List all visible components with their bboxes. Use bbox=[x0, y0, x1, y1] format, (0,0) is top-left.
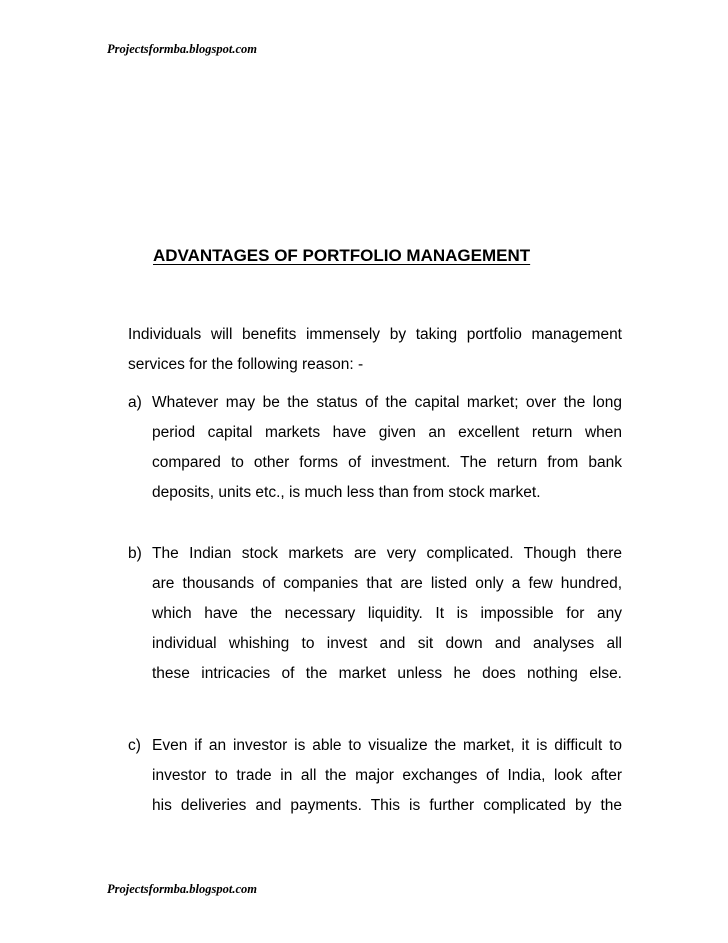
intro-paragraph bbox=[128, 320, 622, 380]
list-item-line: these intricacies of the market unless he does nothing else. bbox=[152, 665, 622, 682]
page-header-site: Projectsformba.blogspot.com bbox=[107, 42, 257, 56]
intro-line: Individuals will benefits immensely by taking portfolio management bbox=[128, 326, 622, 343]
list-item-line: individual whishing to invest and sit down and analyses all bbox=[152, 635, 622, 652]
intro-line: services for the following reason: - bbox=[128, 356, 364, 373]
list-item-line: investor to trade in all the major exchanges of India, look after bbox=[152, 767, 622, 784]
list-item-line: period capital markets have given an excellent return when bbox=[152, 424, 622, 441]
list-marker: c) bbox=[128, 737, 141, 754]
list-item-line: The Indian stock markets are very complicated. Though there bbox=[152, 545, 622, 562]
list-marker: b) bbox=[128, 545, 142, 562]
list-item-line: his deliveries and payments. This is further complicated by the bbox=[152, 797, 622, 814]
page-footer-site: Projectsformba.blogspot.com bbox=[107, 882, 257, 896]
list-marker: a) bbox=[128, 394, 142, 411]
list-item-line: compared to other forms of investment. The return from bank bbox=[152, 454, 622, 471]
list-item-line: deposits, units etc., is much less than from stock market. bbox=[152, 484, 541, 501]
list-item-line: Whatever may be the status of the capital market; over the long bbox=[152, 394, 622, 411]
list-item-line: Even if an investor is able to visualize the market, it is difficult to bbox=[152, 737, 622, 754]
list-item-line: are thousands of companies that are listed only a few hundred, bbox=[152, 575, 622, 592]
list-item-line: which have the necessary liquidity. It is impossible for any bbox=[152, 605, 622, 622]
document-title: ADVANTAGES OF PORTFOLIO MANAGEMENT bbox=[153, 246, 531, 265]
